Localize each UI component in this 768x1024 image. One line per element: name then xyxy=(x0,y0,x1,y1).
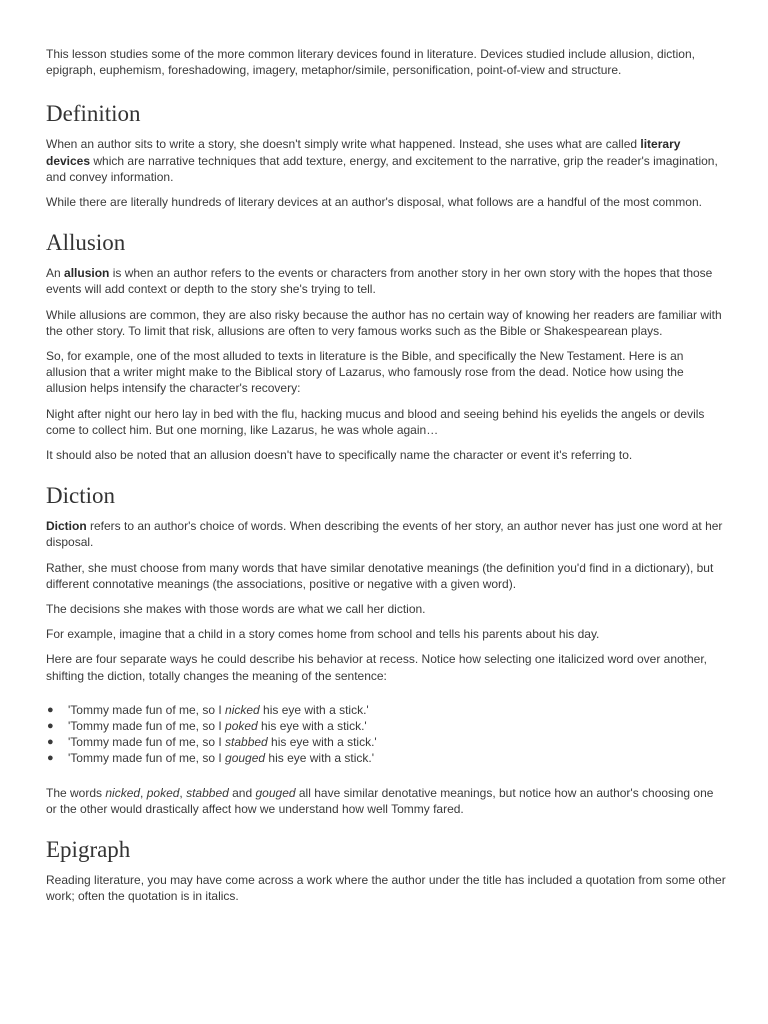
epigraph-paragraph-1: Reading literature, you may have come across a work where the author under the title has included a quotation from some other work; often the quotation is in italics. xyxy=(46,873,726,904)
document-page xyxy=(46,46,726,914)
diction-term: Diction xyxy=(46,519,87,534)
definition-paragraph-2: While there are literally hundreds of literary devices at an author's disposal, what follows are a handful of the most common. xyxy=(46,195,702,210)
allusion-paragraph-1: An allusion is when an author refers to the events or characters from another story in her own story with the hopes that those events will add context or depth to the story she's trying to tell. xyxy=(46,266,713,297)
allusion-paragraph-3: So, for example, one of the most alluded to texts in literature is the Bible, and specifically the New Testament. Here is an allusion that a writer might make to the Biblical story of Lazarus, who famously rose from the dead. Notice how using the allusion helps intensify the character's recovery: xyxy=(46,349,684,396)
diction-paragraph-3: The decisions she makes with those words are what we call her diction. xyxy=(46,602,426,617)
diction-paragraph-6: The words nicked, poked, stabbed and gouged all have similar denotative meanings, but notice how an author's choosing one or the other would drastically affect how we understand how well Tommy fared. xyxy=(46,785,714,816)
diction-paragraph-5: Here are four separate ways he could describe his behavior at recess. Notice how selecting one italicized word over another, shifting the diction, totally changes the meaning of the sentence: xyxy=(46,652,708,683)
epigraph-heading: Epigraph xyxy=(46,837,131,863)
intro-paragraph: This lesson studies some of the more common literary devices found in literature. Devices studied include allusion, diction, epigraph, euphemism, foreshadowing, imagery, metaphor/simile, personification, point-of-view and structure. xyxy=(46,47,695,78)
allusion-paragraph-2: While allusions are common, they are also risky because the author has no certain way of knowing her readers are familiar with the other story. To limit that risk, allusions are often to very famous works such as the Bible or Shakespearean plays. xyxy=(46,307,722,338)
list-item: ● 'Tommy made fun of me, so I poked his eye with a stick.' xyxy=(47,719,367,734)
diction-examples-list xyxy=(46,702,726,767)
diction-paragraph-4: For example, imagine that a child in a story comes home from school and tells his parents about his day. xyxy=(46,627,600,642)
diction-paragraph-1: Diction refers to an author's choice of words. When describing the events of her story, an author never has just one word at her disposal. xyxy=(46,519,723,550)
allusion-paragraph-5: It should also be noted that an allusion doesn't have to specifically name the character or event it's referring to. xyxy=(46,448,633,463)
bullet-icon: ● xyxy=(47,736,54,749)
list-item: ● 'Tommy made fun of me, so I gouged his eye with a stick.' xyxy=(47,751,375,766)
allusion-heading: Allusion xyxy=(46,230,126,256)
definition-paragraph-1: When an author sits to write a story, she doesn't simply write what happened. Instead, she uses what are called literary devices which are narrative techniques that add texture, energy, and excitement to the narrative, grip the reader's imagination, and convey information. xyxy=(46,137,718,184)
list-item: ● 'Tommy made fun of me, so I nicked his eye with a stick.' xyxy=(47,702,369,717)
diction-heading: Diction xyxy=(46,483,115,509)
list-item: ● 'Tommy made fun of me, so I stabbed his eye with a stick.' xyxy=(47,735,377,750)
bullet-icon: ● xyxy=(47,703,54,716)
definition-heading: Definition xyxy=(46,101,141,127)
diction-paragraph-2: Rather, she must choose from many words that have similar denotative meanings (the definition you'd find in a dictionary), but different connotative meanings (the associations, positive or negative with a given word). xyxy=(46,560,714,591)
literary-devices-term: literary devices xyxy=(46,137,681,168)
allusion-example-paragraph: Night after night our hero lay in bed with the flu, hacking mucus and blood and seeing behind his eyelids the angels or devils come to collect him. But one morning, like Lazarus, he was whole again… xyxy=(46,406,705,437)
bullet-icon: ● xyxy=(47,752,54,765)
allusion-term: allusion xyxy=(64,266,110,281)
bullet-icon: ● xyxy=(47,720,54,733)
